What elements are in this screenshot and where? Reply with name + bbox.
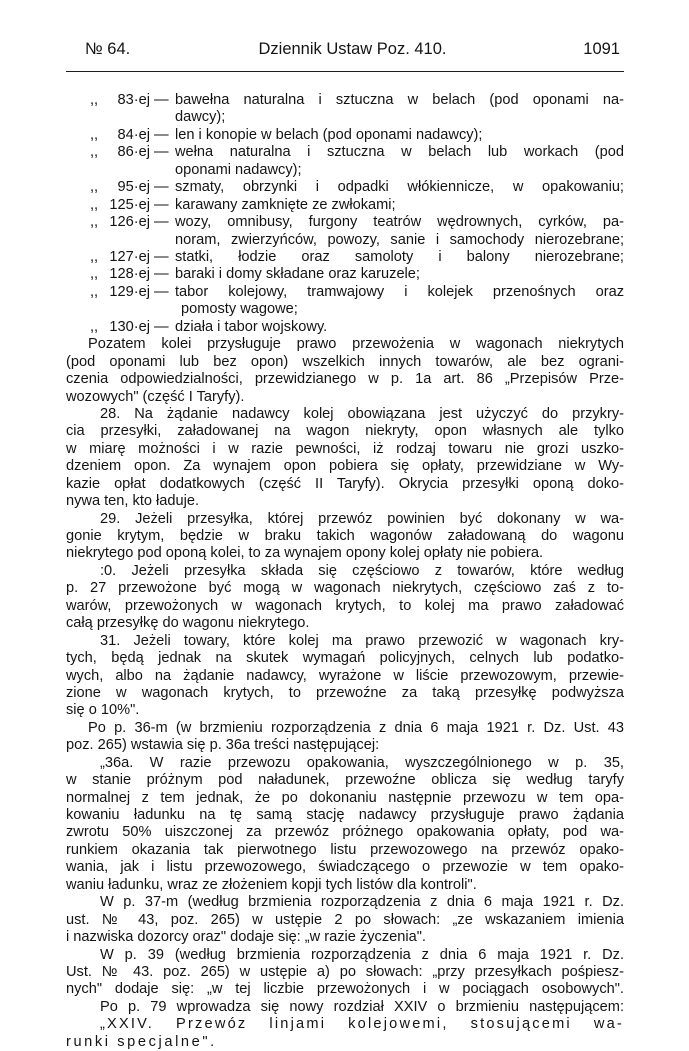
text-line: wania, jak i listu przewozowego, świadczącego o przewozie w tem opako- [66, 859, 624, 876]
item-line: statki, łodzie oraz samoloty i balony nierozebrane; [175, 248, 624, 265]
text-line: wozowych" (część I Taryfy). [66, 388, 245, 405]
text-line: w miarę możności i w razie pewności, iż rodzaj towaru nie grozi uszko- [66, 440, 624, 457]
list-item [66, 214, 624, 249]
item-line: bawełna naturalna i sztuczna w belach (pod oponami na- [175, 92, 624, 108]
paragraph-36a [66, 755, 624, 895]
text-line: zione w wagonach krytych, to przewoźne za taką przesyłkę podwyższa [66, 684, 624, 701]
item-text [175, 214, 624, 249]
paragraph-30 [66, 563, 624, 633]
text-line: 31. Jeżeli towary, które kolej ma prawo przewozić w wagonach kry- [100, 632, 624, 649]
text-line: cia przesyłki, załadowanej na wagon niekryty, opon własnych ale tylko [66, 423, 624, 440]
item-dash: — [154, 179, 169, 196]
paragraph-39 [66, 947, 624, 999]
text-line: całą przesyłkę do wagonu niekrytego. [66, 615, 310, 632]
item-ditto: ,, [90, 283, 99, 300]
text-line: nych" dodaje się: „w tej liczbie przewożonych i w pociągach osobowych". [66, 981, 624, 998]
paragraph-28 [66, 406, 624, 511]
item-number: 83·ej [117, 92, 150, 108]
text-line: Po p. 79 wprowadza się nowy rozdział XXIV o brzmieniu następującem: [100, 998, 624, 1015]
text-line: runkiem okazania tak pierwotnego listu przewozowego na przewóz opako- [66, 841, 624, 858]
list-item [66, 284, 624, 319]
text-line: niekrytego pod oponą kolei, to za wynajem opony kolej opłaty nie pobiera. [66, 545, 544, 562]
text-line: 28. Na żądanie nadawcy kolej obowiązana jest użyczyć do przykry- [100, 405, 624, 422]
text-line: dzeniem opon. Za wynajem opon pobiera się opłaty, przewidziane w Wy- [66, 458, 624, 475]
text-line: i nazwiska dozorcy oraz" dodaje się: „w razie życzenia". [66, 929, 426, 946]
text-line: kazie opłat dodatkowych (część II Taryfy). Okrycia przesyłki oponą doko- [66, 475, 624, 492]
item-line: oponami nadawcy); [175, 161, 302, 178]
paragraph-xxiv [66, 1016, 624, 1051]
item-dash: — [154, 126, 169, 143]
journal-title: Dziennik Ustaw Poz. 410. [258, 40, 447, 58]
item-number: 130·ej [109, 318, 150, 335]
item-text [175, 266, 624, 283]
item-dash: — [154, 214, 169, 231]
item-ditto: ,, [90, 126, 99, 143]
item-line: karawany zamknięte ze zwłokami; [175, 196, 396, 213]
item-line: wełna naturalna i sztuczna w belach lub workach (pod [175, 144, 624, 161]
item-line: tabor kolejowy, tramwajowy i kolejek przenośnych oraz [175, 283, 624, 300]
text-line: :0. Jeżeli przesyłka składa się częściowo z towarów, które według [100, 562, 624, 579]
paragraph-36m [66, 720, 624, 755]
text-line: się o 10%". [66, 702, 140, 719]
item-line: działa i tabor wojskowy. [175, 318, 328, 335]
item-text [175, 179, 624, 196]
item-text [175, 319, 624, 336]
list-item [66, 266, 624, 283]
paragraph-31 [66, 633, 624, 720]
item-ditto: ,, [90, 214, 99, 231]
text-line: zwrotu 50% uiszczonej za przewóz próżnego opakowania opłaty, pod wa- [66, 824, 624, 841]
item-ditto: ,, [90, 92, 99, 108]
item-line: wozy, omnibusy, furgony teatrów wędrownych, cyrków, pa- [175, 214, 624, 231]
text-line: W p. 39 (według brzmienia rozporządzenia z dnia 6 maja 1921 r. Dz. [100, 946, 624, 963]
item-dash: — [154, 144, 169, 161]
paragraph-29 [66, 511, 624, 563]
item-text [175, 127, 624, 144]
text-line: waniu ładunku, wraz ze złożeniem kopji tych listów dla kontroli". [66, 876, 477, 893]
list-item [66, 319, 624, 336]
item-dash: — [154, 318, 169, 335]
item-line: len i konopie w belach (pod oponami nadawcy); [175, 126, 483, 143]
item-dash: — [154, 196, 169, 213]
item-line: baraki i domy składane oraz karuzele; [175, 266, 420, 283]
text-line: W p. 37-m (według brzmienia rozporządzenia z dnia 6 maja 1921 r. Dz. [100, 894, 624, 911]
item-number: 84·ej [117, 126, 150, 143]
item-ditto: ,, [90, 318, 99, 335]
text-line: gonie krytym, będzie w braku takich wagonów załadowaną do wagonu [66, 528, 624, 544]
text-line: „XXIV. Przewóz linjami kolejowemi, stosującemi wa- [100, 1016, 624, 1033]
text-line: p. 27 przewożone być mogą w wagonach niekrytych, częściowo zaś z to- [66, 580, 624, 597]
item-number: 127·ej [109, 248, 150, 265]
item-ditto: ,, [90, 144, 99, 161]
item-text [175, 284, 624, 319]
item-line: dawcy); [175, 109, 226, 126]
item-ditto: ,, [90, 266, 99, 283]
item-text [175, 144, 624, 179]
paragraph-pozatem [66, 336, 624, 406]
page-header [85, 40, 620, 64]
page-number: 1091 [583, 40, 620, 58]
item-ditto: ,, [90, 179, 99, 196]
text-line: 29. Jeżeli przesyłka, której przewóz powinien być dokonany w wa- [100, 510, 624, 527]
item-number: 86·ej [117, 144, 150, 161]
list-item [66, 92, 624, 127]
text-line: warów, przewożonych w wagonach krytych, to kolej ma prawo załadować [66, 597, 624, 614]
list-item [66, 179, 624, 196]
item-text [175, 92, 624, 127]
page-body [66, 92, 624, 1051]
text-line: wych, albo na żądanie nadawcy, wyrażone w liście przewozowym, przewie- [66, 667, 624, 684]
item-number: 125·ej [109, 196, 150, 213]
item-text [175, 197, 624, 214]
item-number: 129·ej [109, 283, 150, 300]
item-text [175, 249, 624, 266]
list-item [66, 127, 624, 144]
text-line: poz. 265) wstawia się p. 36a treści następującej: [66, 737, 380, 754]
item-line: szmaty, obrzynki i odpadki włókiennicze, w opakowaniu; [175, 179, 624, 196]
list-item [66, 144, 624, 179]
text-line: Ust. № 43. poz. 265) w ustępie a) po słowach: „przy przesyłkach pośpiesz- [66, 963, 624, 980]
item-number: 128·ej [109, 266, 150, 283]
text-line: normalnej z tem jednak, że po dokonaniu następnie przewozu w tem opa- [66, 789, 624, 806]
text-line: czenia odpowiedzialności, przewidzianego w p. 1a art. 86 „Przepisów Prze- [66, 371, 624, 388]
item-dash: — [154, 283, 169, 300]
item-ditto: ,, [90, 196, 99, 213]
item-ditto: ,, [90, 248, 99, 265]
item-dash: — [154, 92, 169, 108]
journal-number: № 64. [85, 40, 131, 58]
item-dash: — [154, 248, 169, 265]
list-item [66, 249, 624, 266]
item-number: 126·ej [109, 214, 150, 231]
text-line: (pod oponami lub bez opon) wszelkich innych towarów, ale bez ograni- [66, 353, 624, 370]
item-number: 95·ej [117, 179, 150, 196]
text-line: Po p. 36-m (w brzmieniu rozporządzenia z dnia 6 maja 1921 r. Dz. Ust. 43 [88, 719, 624, 736]
text-line: ust. № 43, poz. 265) w ustępie 2 po słowach: „ze wskazaniem imienia [66, 911, 624, 928]
item-dash: — [154, 266, 169, 283]
text-line: „36a. W razie przewozu opakowania, wyszczególnionego w p. 35, [100, 754, 624, 771]
text-line: kowaniu ładunku na tę samą stację nadawcy przysługuje prawo żądania [66, 807, 624, 823]
header-rule [66, 71, 624, 72]
list-item [66, 197, 624, 214]
text-line: w stanie próżnym pod naładunek, przewoźne oblicza się według taryfy [66, 772, 624, 789]
paragraph-79 [66, 999, 624, 1016]
item-line: noram, zwierzyńców, powozy, sanie i samochody nierozebrane; [175, 231, 624, 248]
item-line: pomosty wagowe; [181, 301, 298, 318]
text-line: tych, będą jednak na skutek wymagań policyjnych, celnych lub podatko- [66, 650, 624, 667]
text-line: nywa ten, kto ładuje. [66, 493, 200, 510]
paragraph-37m [66, 894, 624, 946]
text-line: runki specjalne". [66, 1033, 217, 1050]
text-line: Pozatem kolei przysługuje prawo przewożenia w wagonach niekrytych [88, 336, 624, 353]
